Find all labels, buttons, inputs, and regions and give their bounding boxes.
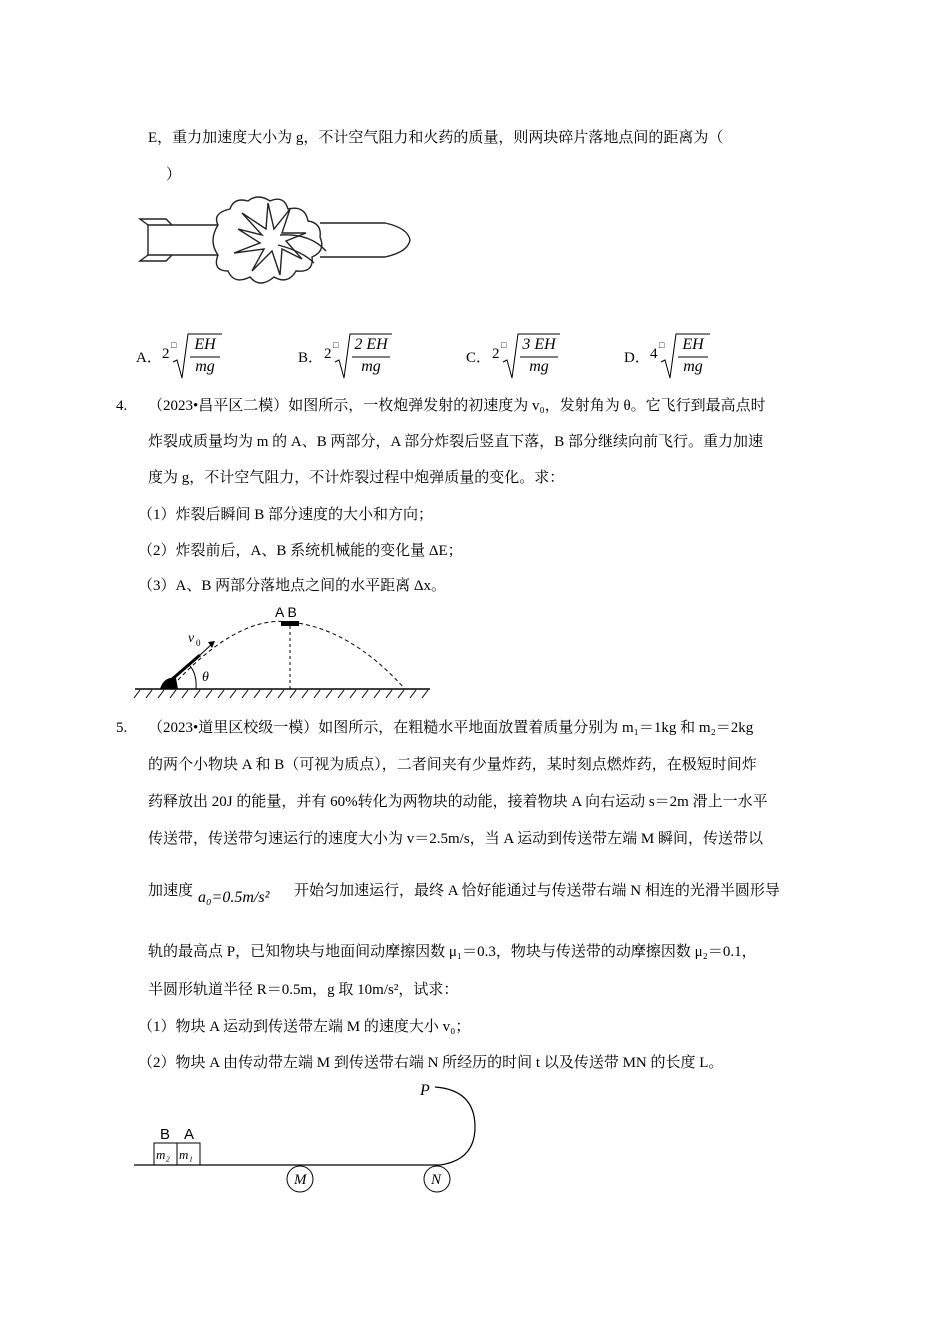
q5-subq1: （1）物块 A 运动到传送带左端 M 的速度大小 v₀；: [138, 1019, 471, 1035]
option-d-denominator: mg: [683, 358, 703, 375]
q4-number: 4.: [116, 398, 128, 414]
option-a-denominator: mg: [195, 358, 215, 375]
option-c-root-index: □: [501, 340, 507, 350]
option-d-numerator: EH: [682, 336, 704, 353]
option-a[interactable]: [136, 332, 236, 380]
option-b-denominator: mg: [361, 358, 381, 375]
q4-text-line1: （2023•昌平区二模）如图所示，一枚炮弹发射的初速度为 v₀，发射角为 θ。它飞行到最高点时: [148, 398, 766, 414]
label-m: M: [294, 1172, 307, 1188]
projectile-figure: [130, 600, 435, 700]
option-b-label: B．: [298, 350, 324, 366]
label-m1: m₁: [179, 1147, 193, 1162]
q5-number: 5.: [116, 720, 128, 736]
q5-text-line5-post: 开始匀加速运行，最终 A 恰好能通过与传送带右端 N 相连的光滑半圆形导: [294, 883, 780, 899]
option-d-label: D．: [624, 350, 650, 366]
option-c-numerator: 3 EH: [522, 336, 556, 353]
q5-subq2: （2）物块 A 由传动带左端 M 到传送带右端 N 所经历的时间 t 以及传送带 MN 的长度 L。: [138, 1055, 724, 1071]
option-c[interactable]: [466, 332, 566, 380]
option-b-numerator: 2 EH: [354, 336, 388, 353]
label-n: N: [431, 1172, 442, 1188]
label-ab: A B: [275, 604, 297, 620]
label-b: B: [160, 1126, 171, 1143]
q4-subq1: （1）炸裂后瞬间 B 部分速度的大小和方向；: [138, 507, 434, 523]
option-a-coef: 2: [162, 346, 170, 362]
q5-acceleration-formula: a₀=0.5m/s²: [198, 889, 270, 906]
option-a-numerator: EH: [194, 336, 216, 353]
q3-text-line2: ）: [166, 167, 182, 183]
option-c-denominator: mg: [529, 358, 549, 375]
q5-text-line1: （2023•道里区校级一模）如图所示，在粗糙水平地面放置着质量分别为 m₁＝1kg 和 m₂＝2kg: [148, 720, 754, 736]
q3-text-line1: E，重力加速度大小为 g，不计空气阻力和火药的质量，则两块碎片落地点间的距离为（: [148, 130, 724, 146]
q5-text-line5-pre: 加速度: [148, 883, 194, 899]
label-p: P: [420, 1082, 430, 1099]
option-a-label: A．: [136, 350, 162, 366]
option-d-root-index: □: [659, 340, 665, 350]
q5-text-line4: 传送带，传送带匀速运行的速度大小为 v＝2.5m/s，当 A 运动到传送带左端 M 瞬间，传送带以: [148, 831, 764, 847]
q4-subq2: （2）炸裂前后，A、B 系统机械能的变化量 ΔE；: [138, 543, 463, 559]
q5-text-line2: 的两个小物块 A 和 B（可视为质点），二者间夹有少量炸药，某时刻点燃炸药，在极短时间炸: [148, 757, 757, 773]
option-d[interactable]: [624, 332, 724, 380]
label-theta: θ: [202, 670, 209, 685]
label-v0: v: [188, 631, 195, 646]
q4-subq3: （3）A、B 两部分落地点之间的水平距离 Δx。: [138, 578, 446, 594]
conveyor-figure: [130, 1075, 480, 1200]
q4-text-line3: 度为 g，不计空气阻力，不计炸裂过程中炮弹质量的变化。求：: [148, 470, 565, 486]
label-v0-subscript: 0: [196, 638, 201, 648]
label-m2: m₂: [156, 1147, 170, 1162]
q5-text-line7: 半圆形轨道半径 R＝0.5m，g 取 10m/s²，试求：: [148, 982, 459, 998]
label-a: A: [184, 1126, 195, 1143]
q5-text-line6: 轨的最高点 P，已知物块与地面间动摩擦因数 μ₁＝0.3，物块与传送带的动摩擦因数 μ₂＝0.1，: [148, 944, 757, 960]
exploding-shell-figure: [130, 193, 415, 293]
option-c-coef: 2: [492, 346, 500, 362]
option-d-coef: 4: [650, 346, 658, 362]
option-c-label: C．: [466, 350, 492, 366]
option-a-root-index: □: [171, 340, 177, 350]
q4-text-line2: 炸裂成质量均为 m 的 A、B 两部分，A 部分炸裂后竖直下落，B 部分继续向前飞行。重力加速: [148, 434, 764, 450]
option-b-coef: 2: [324, 346, 332, 362]
option-b-root-index: □: [333, 340, 339, 350]
q5-text-line3: 药释放出 20J 的能量，并有 60%转化为两物块的动能，接着物块 A 向右运动 s＝2m 滑上一水平: [148, 794, 768, 810]
option-b[interactable]: [298, 332, 398, 380]
